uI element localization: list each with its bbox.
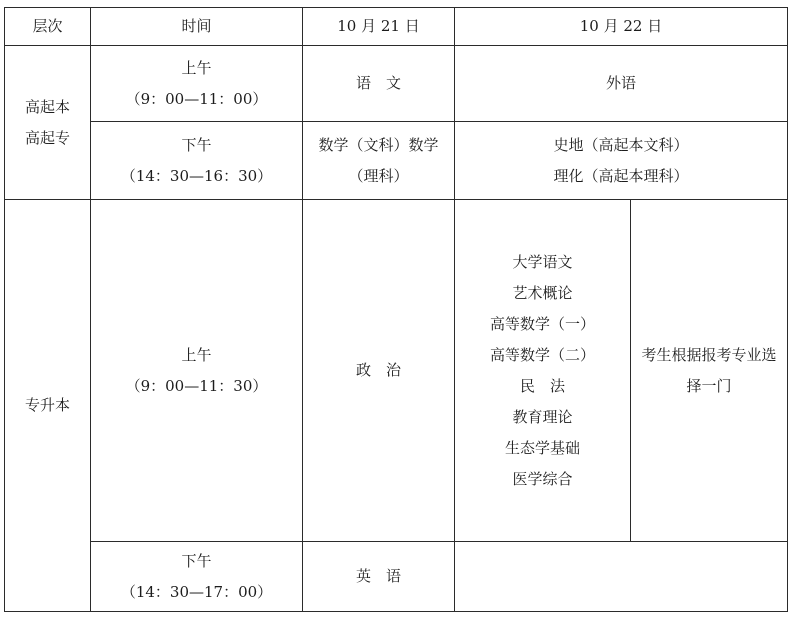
header-time: 时间 [91,8,303,46]
gaoqi-afternoon-time-cell [91,122,303,200]
exam-schedule-table [4,7,788,612]
gaoqi-afternoon-row [5,122,788,200]
zhuansheng-subject-list [455,200,631,542]
zhuansheng-morning-day1-subject [303,200,455,542]
gaoqi-afternoon-day2-subject [455,122,788,200]
gaoqi-morning-day2-subject [455,46,788,122]
subject-item: 艺术概论 [512,283,573,302]
gaoqi-morning-time-cell [91,46,303,122]
subject-item: 民 法 [519,376,565,395]
subject-text: 数学（文科）数学（理科） [318,135,439,185]
level-gaoqizhuan: 高起专 [24,128,70,147]
subject-line: 史地（高起本文科） [553,135,689,154]
subject-text: 英 语 [355,567,401,585]
subject-text: 政 治 [355,361,401,379]
period-label: 下午 [181,135,212,154]
period-time: （14：30—16：30） [120,166,273,185]
level-zhuanshengben: 专升本 [24,396,70,414]
subject-item: 大学语文 [512,252,573,271]
period-label: 上午 [181,58,212,77]
subject-item: 教育理论 [512,407,573,426]
gaoqi-morning-row [5,46,788,122]
period-time: （14：30—17：00） [120,582,273,601]
level-gaoqiben: 高起本 [24,97,70,116]
header-day2: 10 月 22 日 [455,8,788,46]
subject-text: 外语 [606,74,637,92]
subject-item: 高等数学（一） [489,314,595,333]
period-label: 上午 [181,345,212,364]
gaoqi-level-cell [5,46,91,200]
subject-item: 高等数学（二） [489,345,595,364]
choice-note-text: 考生根据报考专业选择一门 [641,345,777,395]
header-level: 层次 [5,8,91,46]
zhuansheng-choice-note [631,200,788,542]
subject-line: 理化（高起本理科） [553,166,689,185]
period-label: 下午 [181,551,212,570]
zhuansheng-afternoon-day2-empty [455,542,788,612]
subject-item: 生态学基础 [504,438,580,457]
zhuansheng-afternoon-row [5,542,788,612]
header-row [5,8,788,46]
subject-item: 医学综合 [512,469,573,488]
zhuansheng-level-cell [5,200,91,612]
zhuansheng-afternoon-time-cell [91,542,303,612]
period-time: （9：00—11：00） [125,89,268,108]
header-day1: 10 月 21 日 [303,8,455,46]
subject-text: 语 文 [355,74,401,92]
gaoqi-afternoon-day1-subject [303,122,455,200]
gaoqi-morning-day1-subject [303,46,455,122]
zhuansheng-morning-row [5,200,788,542]
period-time: （9：00—11：30） [125,376,268,395]
zhuansheng-afternoon-day1-subject [303,542,455,612]
zhuansheng-morning-time-cell [91,200,303,542]
